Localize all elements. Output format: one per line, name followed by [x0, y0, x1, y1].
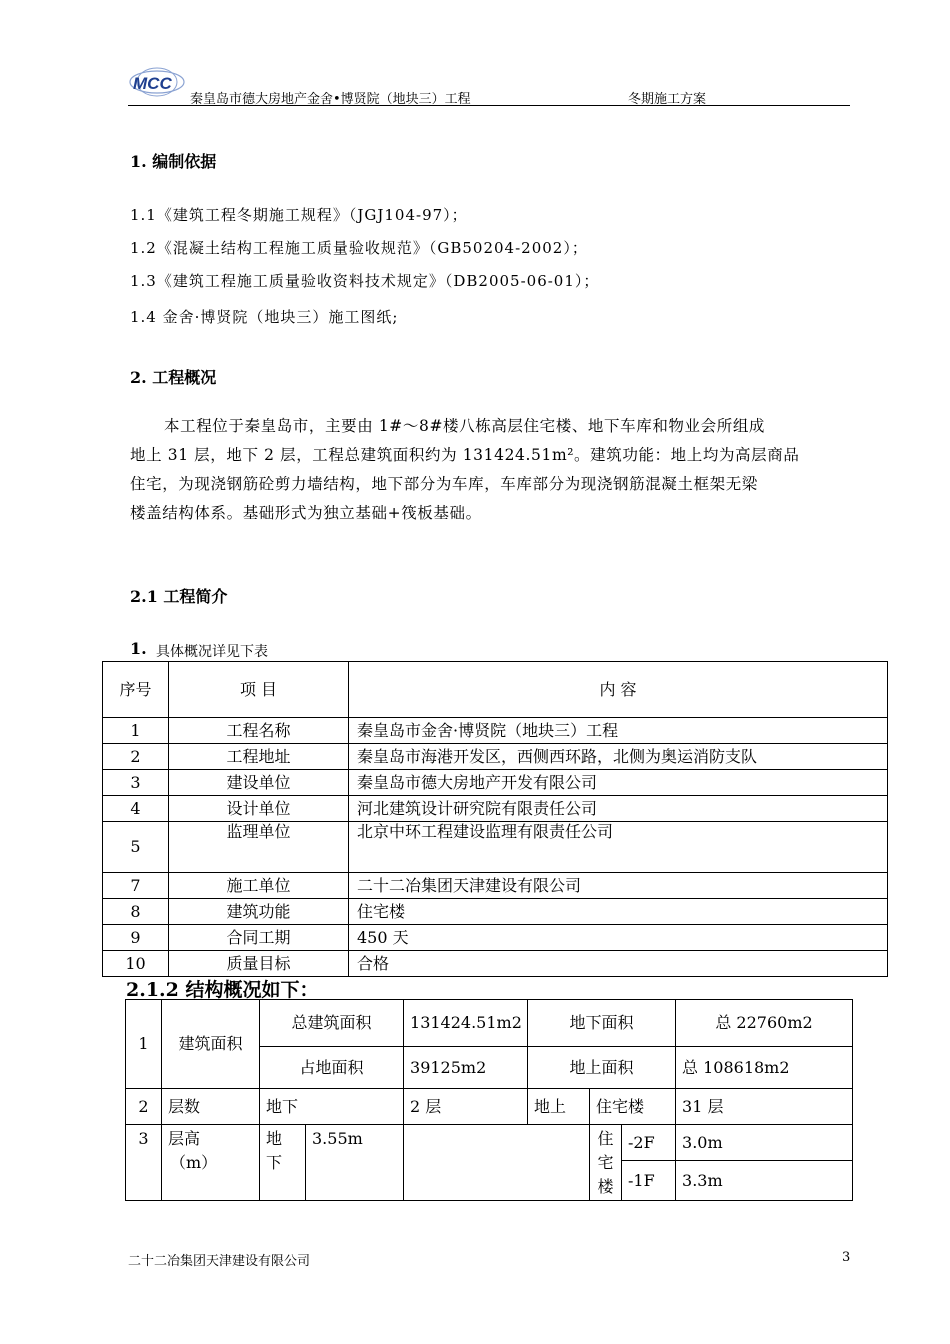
header-rule	[128, 105, 850, 106]
empty-cell	[404, 1125, 590, 1201]
paragraph-line: 地上 31 层，地下 2 层，工程总建筑面积约为 131424.51m²。建筑功能：地上均为高层商品	[130, 446, 800, 464]
header-project-title: 秦皇岛市德大房地产金舍•博贤院（地块三）工程	[190, 92, 471, 107]
cell-no: 2	[126, 1089, 162, 1125]
cell-content: 合格	[349, 951, 888, 977]
cell-content: 住宅楼	[349, 899, 888, 925]
table-row	[103, 718, 888, 744]
cell-no: 4	[103, 796, 169, 822]
project-summary-table	[102, 661, 888, 977]
header-cell: 项 目	[169, 662, 349, 718]
cell-value: 3.3m	[676, 1161, 853, 1201]
reference-item: 1.3《建筑工程施工质量验收资料技术规定》（DB2005-06-01）；	[130, 272, 600, 290]
reference-item: 1.4 金舍·博贤院（地块三）施工图纸;	[130, 308, 399, 326]
cell-item: 监理单位	[169, 822, 349, 873]
cell-no: 10	[103, 951, 169, 977]
cell-value: 31 层	[676, 1089, 853, 1125]
cell-content: 二十二冶集团天津建设有限公司	[349, 873, 888, 899]
reference-item: 1.1《建筑工程冬期施工规程》（JGJ104-97）；	[130, 206, 468, 224]
project-overview-paragraph	[130, 412, 852, 528]
table-row	[103, 770, 888, 796]
page-number: 3	[842, 1250, 851, 1265]
reference-item: 1.2《混凝土结构工程施工质量验收规范》（GB50204-2002）；	[130, 239, 588, 257]
cell-value: 2 层	[404, 1089, 528, 1125]
header-cell: 序号	[103, 662, 169, 718]
cell-value: 39125m2	[404, 1047, 528, 1089]
cell-label: 地上	[528, 1089, 590, 1125]
cell-value: 3.55m	[306, 1125, 404, 1201]
cell-item: 工程名称	[169, 718, 349, 744]
structure-overview-table	[125, 999, 853, 1201]
cell-item: 质量目标	[169, 951, 349, 977]
cell-label-char: 住	[597, 1129, 614, 1148]
cell-label: -2F	[622, 1125, 676, 1161]
table-row	[103, 822, 888, 873]
table-caption-number: 1.	[130, 639, 147, 658]
cell-no: 9	[103, 925, 169, 951]
cell-item: 建筑功能	[169, 899, 349, 925]
cell-label-char: 地	[266, 1129, 283, 1148]
header-cell: 内 容	[349, 662, 888, 718]
cell-item: 施工单位	[169, 873, 349, 899]
table-caption: 具体概况详见下表	[156, 644, 268, 660]
cell-label-line: 层高	[168, 1129, 201, 1148]
paragraph-line: 本工程位于秦皇岛市，主要由 1#～8#楼八栋高层住宅楼、地下车库和物业会所组成	[164, 417, 766, 435]
cell-no: 3	[126, 1125, 162, 1201]
cell-label	[260, 1125, 306, 1201]
cell-label-line: （m）	[170, 1153, 218, 1172]
table-row	[126, 1089, 853, 1125]
cell-value: 总 108618m2	[676, 1047, 853, 1089]
section21-heading: 2.1 工程简介	[130, 587, 228, 606]
cell-label-char: 下	[266, 1153, 283, 1172]
section212-heading: 2.1.2 结构概况如下：	[126, 979, 319, 1001]
cell-content: 450 天	[349, 925, 888, 951]
cell-label: 住宅楼	[590, 1089, 676, 1125]
table-row	[126, 1125, 853, 1161]
cell-no: 3	[103, 770, 169, 796]
cell-no: 8	[103, 899, 169, 925]
paragraph-line: 住宅，为现浇钢筋砼剪力墙结构，地下部分为车库，车库部分为现浇钢筋混凝土框架无梁	[130, 475, 758, 493]
cell-no: 2	[103, 744, 169, 770]
cell-item: 合同工期	[169, 925, 349, 951]
table-row	[103, 925, 888, 951]
cell-value: 总 22760m2	[676, 1000, 853, 1047]
cell-content: 河北建筑设计研究院有限责任公司	[349, 796, 888, 822]
footer-company: 二十二冶集团天津建设有限公司	[128, 1254, 311, 1269]
cell-content: 北京中环工程建设监理有限责任公司	[349, 822, 888, 873]
paragraph-line: 楼盖结构体系。基础形式为独立基础+筏板基础。	[130, 504, 482, 522]
table-row	[103, 899, 888, 925]
section2-heading: 2. 工程概况	[130, 368, 217, 387]
cell-label: 占地面积	[260, 1047, 404, 1089]
cell-label	[590, 1125, 622, 1201]
table-row	[103, 951, 888, 977]
cell-no: 1	[126, 1000, 162, 1089]
cell-no: 1	[103, 718, 169, 744]
cell-label: -1F	[622, 1161, 676, 1201]
cell-label: 建筑面积	[162, 1000, 260, 1089]
cell-item: 设计单位	[169, 796, 349, 822]
cell-label-char: 楼	[597, 1177, 614, 1196]
logo-text: MCC	[133, 74, 172, 93]
cell-label-char: 宅	[597, 1153, 614, 1172]
table-row	[103, 873, 888, 899]
cell-content: 秦皇岛市海港开发区，西侧西环路，北侧为奥运消防支队	[349, 744, 888, 770]
table-row	[103, 796, 888, 822]
cell-label: 总建筑面积	[260, 1000, 404, 1047]
table-row	[103, 744, 888, 770]
cell-label: 层数	[162, 1089, 260, 1125]
cell-item: 工程地址	[169, 744, 349, 770]
cell-no: 5	[103, 822, 169, 873]
mcc-logo	[128, 66, 186, 100]
cell-content: 秦皇岛市金舍·博贤院（地块三）工程	[349, 718, 888, 744]
cell-label: 地下面积	[528, 1000, 676, 1047]
cell-content: 秦皇岛市德大房地产开发有限公司	[349, 770, 888, 796]
cell-no: 7	[103, 873, 169, 899]
cell-label: 地上面积	[528, 1047, 676, 1089]
cell-label	[162, 1125, 260, 1201]
section1-heading: 1. 编制依据	[130, 152, 217, 171]
cell-value: 131424.51m2	[404, 1000, 528, 1047]
cell-label: 地下	[260, 1089, 404, 1125]
table-row	[126, 1000, 853, 1047]
header-doc-title: 冬期施工方案	[628, 92, 707, 107]
table-header-row	[103, 662, 888, 718]
cell-value: 3.0m	[676, 1125, 853, 1161]
cell-item: 建设单位	[169, 770, 349, 796]
